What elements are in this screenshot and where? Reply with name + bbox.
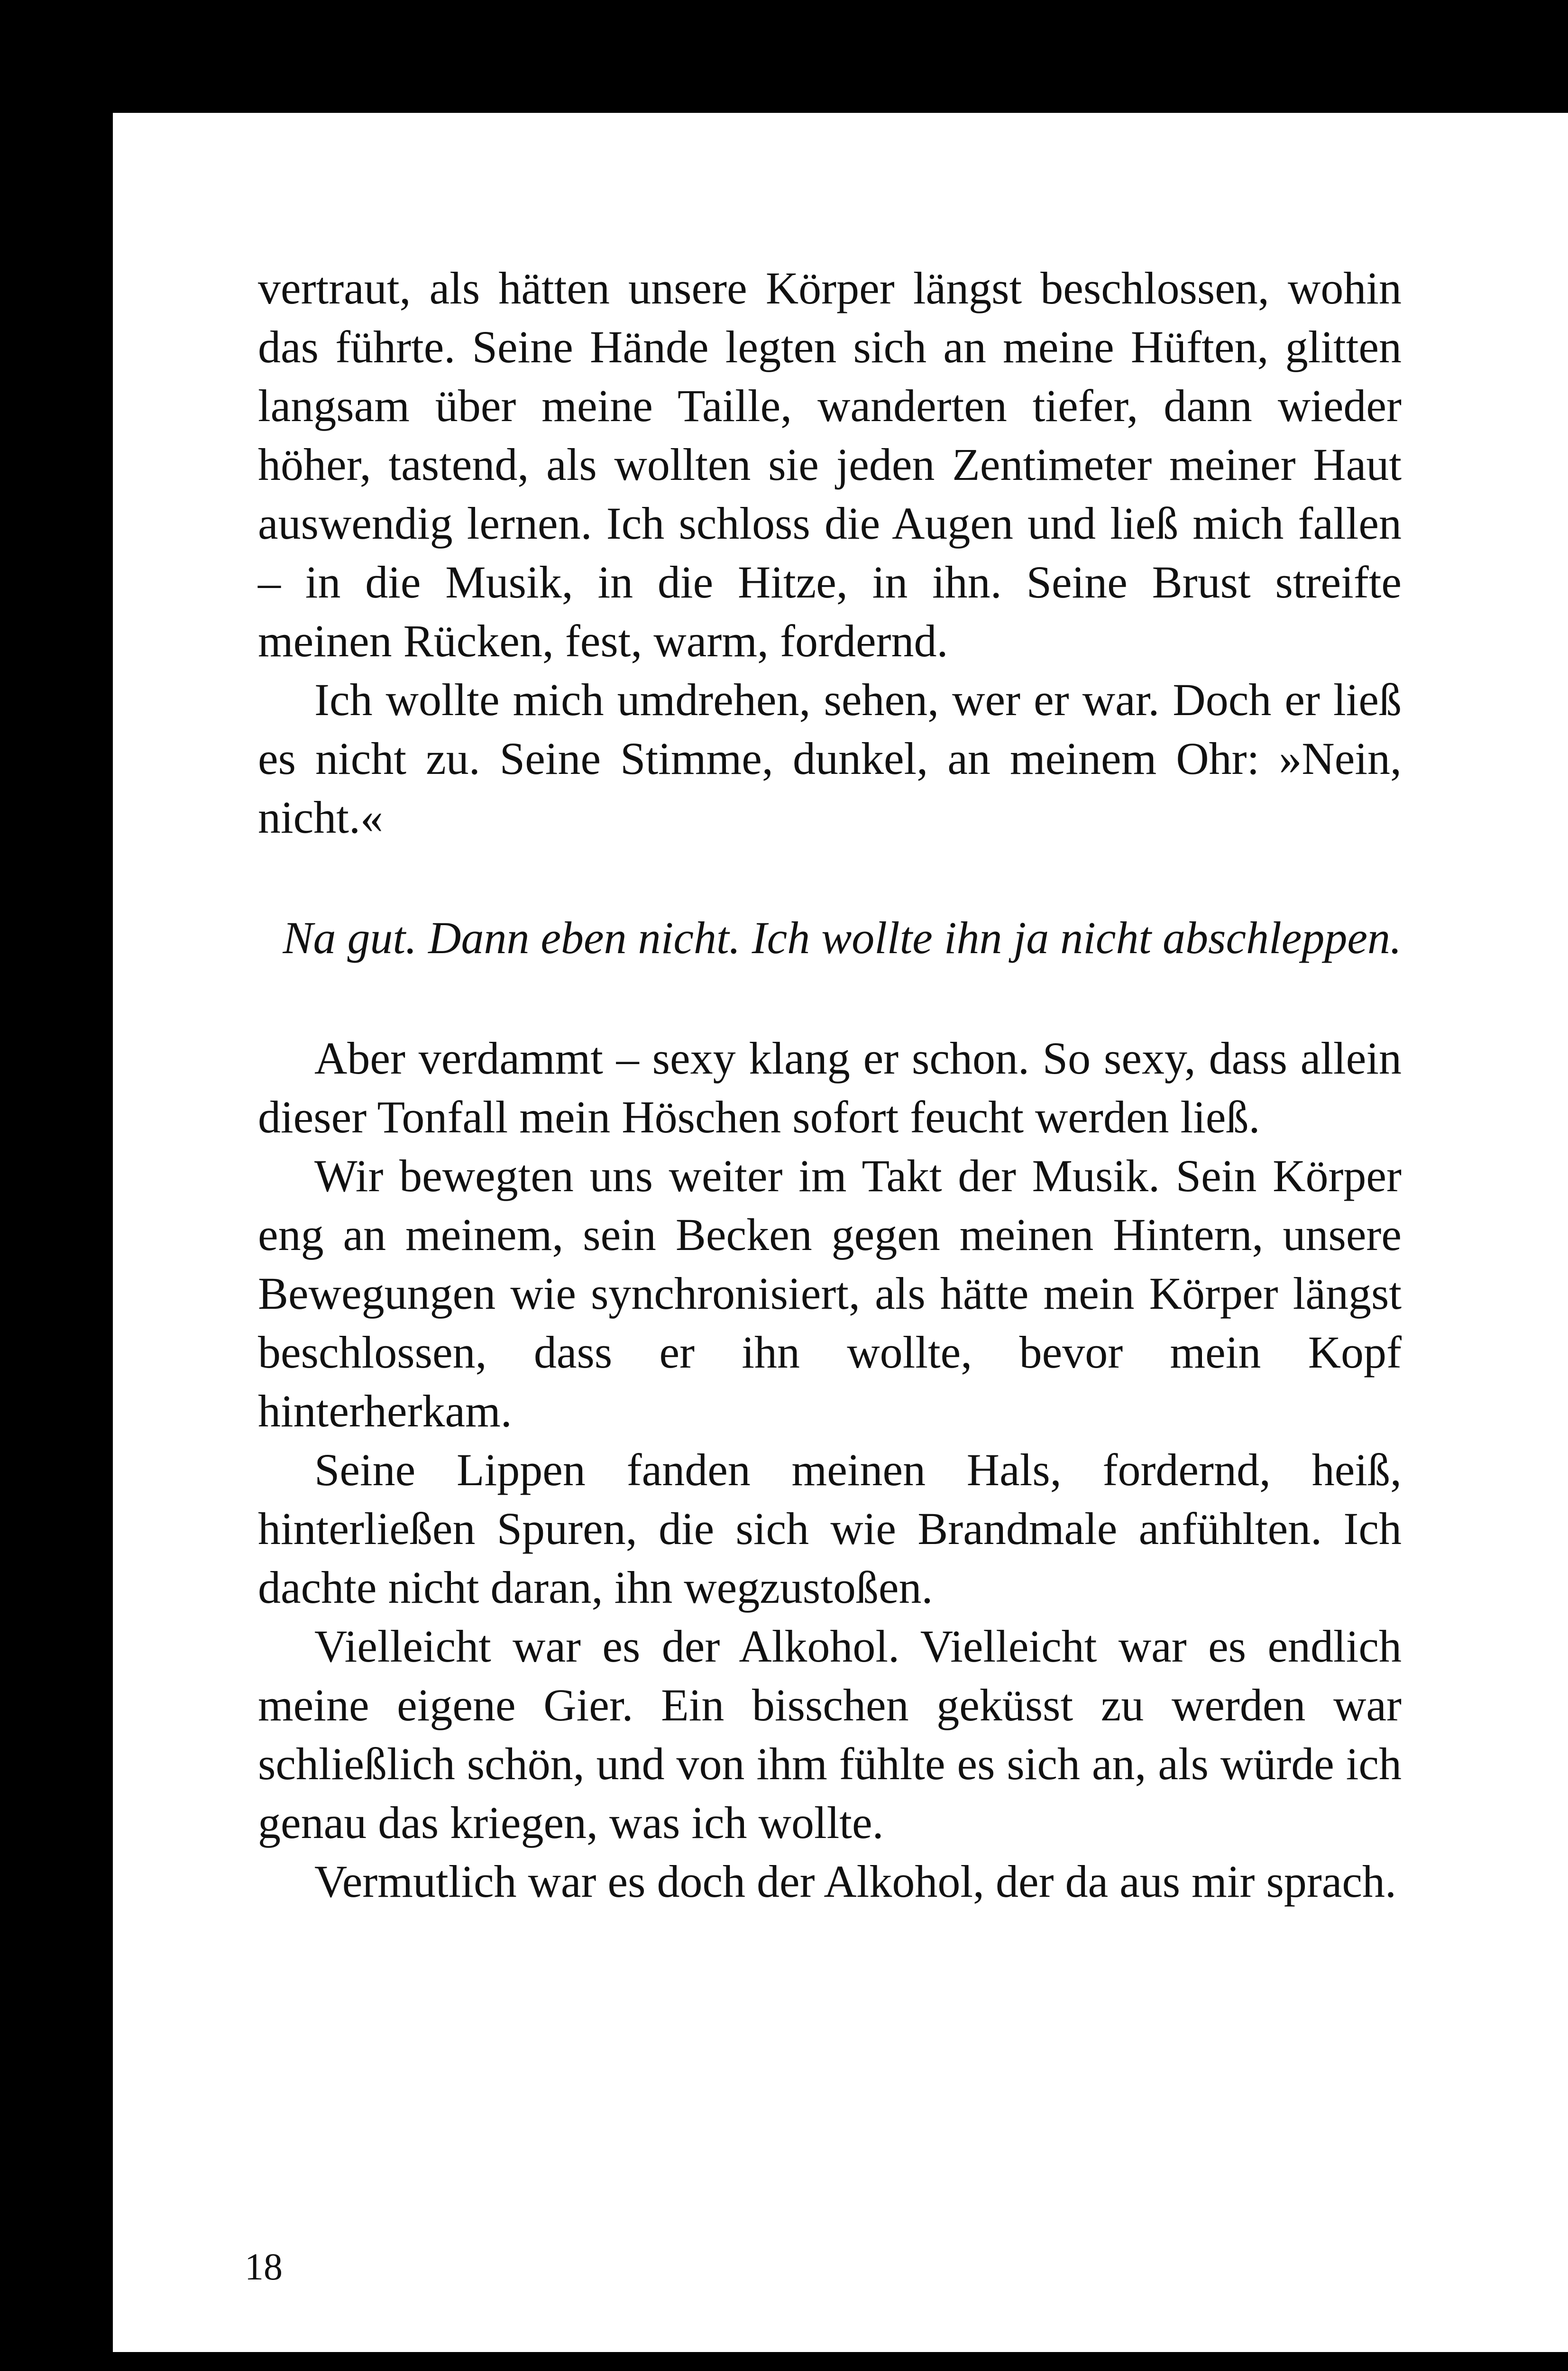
paragraph: Aber verdammt – sexy klang er schon. So sexy, dass allein dieser Tonfall mein Höschen sofort feucht werden ließ. [258, 1033, 1402, 1142]
paragraph: Wir bewegten uns weiter im Takt der Musik. Sein Körper eng an meinem, sein Becken gegen meinen Hintern, unsere Bewegungen wie synchronisiert, als hätte mein Körper längst beschlossen, dass er ihn wollte, bevor mein Kopf hinterherkam. [258, 1150, 1402, 1436]
body-text [258, 259, 1402, 1911]
book-page [113, 113, 1568, 2352]
paragraph: vertraut, als hätten unsere Körper längst beschlossen, wohin das führte. Seine Hände legten sich an meine Hüften, glitten langsam über meine Taille, wanderten tiefer, dann wieder höher, tastend, als wollten sie jeden Zentimeter meiner Haut auswendig lernen. Ich schloss die Augen und ließ mich fallen – in die Musik, in die Hitze, in ihn. Seine Brust streifte meinen Rücken, fest, warm, fordernd. [258, 263, 1402, 666]
page-number: 18 [245, 2246, 283, 2288]
paragraph: Ich wollte mich umdrehen, sehen, wer er war. Doch er ließ es nicht zu. Seine Stimme, dunkel, an meinem Ohr: »Nein, nicht.« [258, 674, 1402, 843]
paragraph: Vermutlich war es doch der Alkohol, der da aus mir sprach. [314, 1856, 1397, 1907]
paragraph: Seine Lippen fanden meinen Hals, fordernd, heiß, hinterließen Spuren, die sich wie Brandmale anfühlten. Ich dachte nicht daran, ihn wegzustoßen. [258, 1444, 1402, 1613]
inner-thought: Na gut. Dann eben nicht. Ich wollte ihn ja nicht abschleppen. [283, 912, 1402, 963]
paragraph: Vielleicht war es der Alkohol. Vielleicht war es endlich meine eigene Gier. Ein bisschen geküsst zu werden war schließlich schön, und von ihm fühlte es sich an, als würde ich genau das kriegen, was ich wollte. [258, 1621, 1402, 1848]
